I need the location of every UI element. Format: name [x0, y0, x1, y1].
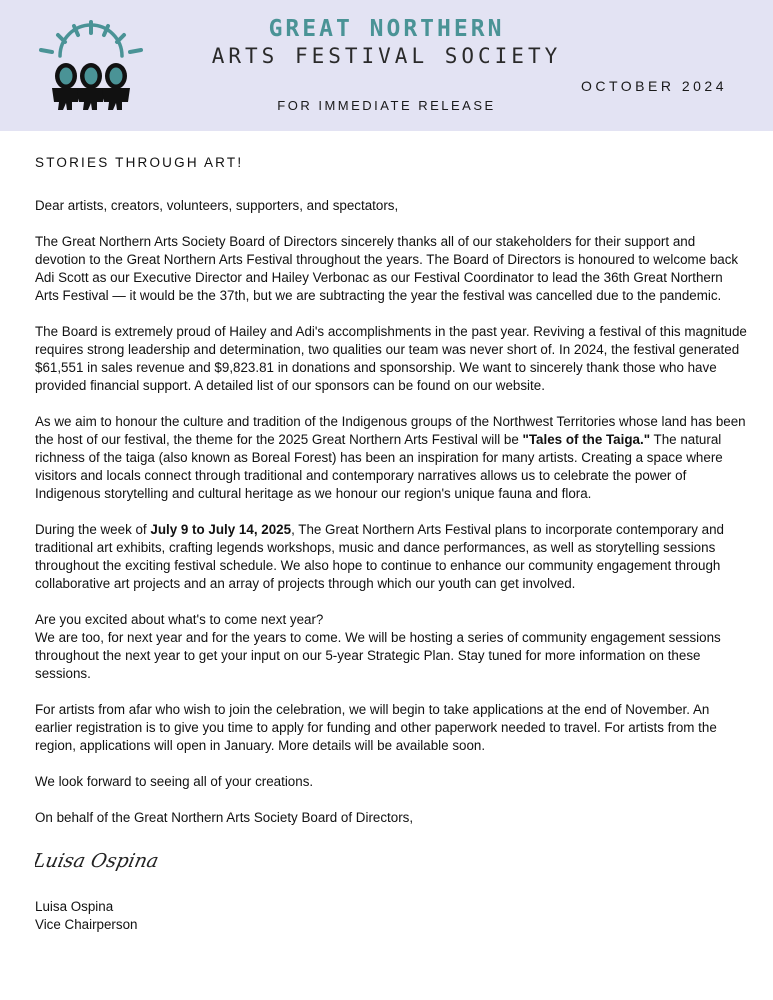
letter-body [35, 155, 747, 934]
paragraph-theme [35, 413, 747, 503]
signatory-title: Vice Chairperson [35, 917, 138, 932]
engagement-question: Are you excited about what's to come next year? [35, 612, 324, 627]
closing-line: On behalf of the Great Northern Arts Society Board of Directors, [35, 810, 414, 825]
paragraph-engagement [35, 611, 747, 683]
release-label: FOR IMMEDIATE RELEASE [277, 98, 496, 113]
letter-heading: STORIES THROUGH ART! [35, 155, 244, 170]
paragraph-dates [35, 521, 747, 593]
theme-title: "Tales of the Taiga." [522, 432, 651, 447]
paragraph-look-forward: We look forward to seeing all of your creations. [35, 774, 314, 789]
letterhead [0, 0, 773, 131]
handwritten-signature [35, 843, 175, 877]
festival-dates: July 9 to July 14, 2025 [150, 522, 292, 537]
paragraph-accomplishments: The Board is extremely proud of Hailey and Adi's accomplishments in the past year. Reviving a festival of this magnitude requires strong leadership and determination, two qualities our team was never short of. In 2024, the festival generated $61,551 in sales revenue and $9,823.81 in donations and sponsorship. We want to sincerely thank those who have provided financial support. A detailed list of our sponsors can be found on our website. [35, 324, 747, 393]
paragraph-applications: For artists from afar who wish to join the celebration, we will begin to take applications at the end of November. An earlier registration is to give you time to apply for funding and other paperwork needed to travel. For artists from the region, applications will open in January. More details will be available soon. [35, 702, 717, 753]
theme-text-after: The natural richness of the taiga (also known as Boreal Forest) has been an inspiration for many artists. Creating a space where visitors and locals connect through traditional and contemporary narratives allows us to celebrate the power of Indigenous storytelling and cultural heritage as we honour our region's unique fauna and flora. [35, 432, 723, 501]
engagement-text: We are too, for next year and for the years to come. We will be hosting a series of community engagement sessions throughout the next year to get your input on our 5-year Strategic Plan. Stay tuned for more information on these sessions. [35, 630, 721, 681]
release-date: OCTOBER 2024 [580, 78, 727, 94]
dates-text-before: During the week of [35, 522, 151, 537]
signature-script: Luisa Ospina [35, 849, 161, 872]
org-name-line1: GREAT NORTHERN [268, 16, 505, 42]
paragraph-thanks: The Great Northern Arts Society Board of Directors sincerely thanks all of our stakeholders for their support and devotion to the Great Northern Arts Festival throughout the years. The Board of Directors is honoured to welcome back Adi Scott as our Executive Director and Hailey Verbonac as our Festival Coordinator to lead the 36th Great Northern Arts Festival — it would be the 37th, but we are subtracting the year the festival was cancelled due to the pandemic. [35, 234, 739, 303]
org-name-line2: ARTS FESTIVAL SOCIETY [211, 44, 562, 68]
greeting: Dear artists, creators, volunteers, supporters, and spectators, [35, 198, 399, 213]
signatory-name: Luisa Ospina [35, 899, 114, 914]
dates-text-after: , The Great Northern Arts Festival plans to incorporate contemporary and traditional art exhibits, crafting legends workshops, music and dance performances, as well as storytelling sessions throughout the exciting festival schedule. We also hope to continue to enhance our community engagement through collaborative art projects and an array of projects through which our youth can get involved. [35, 522, 724, 591]
theme-text-before: As we aim to honour the culture and tradition of the Indigenous groups of the Northwest Territories whose land has been the host of our festival, the theme for the 2025 Great Northern Arts Festival will be [35, 414, 746, 447]
